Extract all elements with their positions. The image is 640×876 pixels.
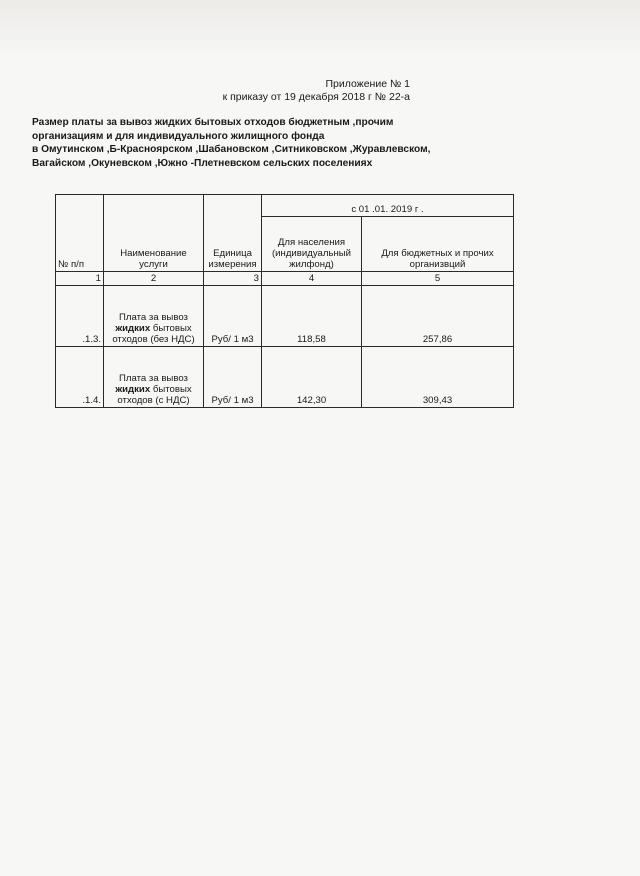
scan-shadow [0, 0, 640, 60]
header-service: Наименование услуги [104, 195, 204, 272]
column-number: 3 [204, 272, 262, 286]
column-number: 1 [56, 272, 104, 286]
row-price-population: 142,30 [262, 347, 362, 408]
row-num: .1.3. [56, 286, 104, 347]
row-service [104, 286, 204, 347]
header-budget: Для бюджетных и прочих организвций [362, 217, 514, 272]
header-unit: Единица измерения [204, 195, 262, 272]
tariff-table [55, 194, 514, 408]
appendix-title: Приложение № 1 [325, 78, 410, 90]
column-number: 4 [262, 272, 362, 286]
heading-line: Вагайском ,Окуневском ,Южно -Плетневском сельских поселениях [32, 157, 373, 169]
document-heading [32, 116, 592, 170]
row-unit: Руб/ 1 м3 [204, 347, 262, 408]
row-price-budget: 257,86 [362, 286, 514, 347]
row-price-budget: 309,43 [362, 347, 514, 408]
column-number: 2 [104, 272, 204, 286]
heading-line: в Омутинском ,Б-Красноярском ,Шабановском ,Ситниковском ,Журавлевском, [32, 144, 431, 155]
appendix-order-ref: к приказу от 19 декабря 2018 г № 22-а [222, 91, 410, 103]
service-text: бытовых отходов (без НДС) [112, 323, 195, 345]
row-num: .1.4. [56, 347, 104, 408]
column-number: 5 [362, 272, 514, 286]
service-text: Плата за вывоз [119, 312, 188, 323]
row-unit: Руб/ 1 м3 [204, 286, 262, 347]
heading-line: Размер платы за вывоз жидких бытовых отходов бюджетным ,прочим [32, 117, 394, 128]
header-period: с 01 .01. 2019 г . [262, 195, 514, 217]
service-text: Плата за вывоз [119, 373, 188, 384]
row-service [104, 347, 204, 408]
service-text: бытовых отходов (с НДС) [117, 384, 192, 406]
table-row [56, 286, 514, 347]
service-text-bold: жидких [115, 384, 151, 395]
service-text-bold: жидких [115, 323, 151, 334]
header-population: Для населения (индивидуальный жилфонд) [262, 217, 362, 272]
header-num: № п/п [56, 195, 104, 272]
table-row [56, 347, 514, 408]
heading-line: организациям и для индивидуального жилищного фонда [32, 130, 325, 142]
row-price-population: 118,58 [262, 286, 362, 347]
